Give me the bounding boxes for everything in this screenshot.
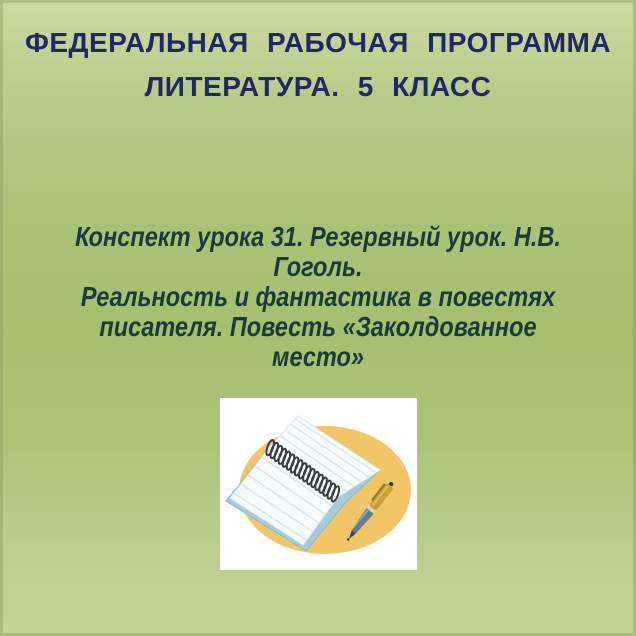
lesson-heading-line-2: Реальность и фантастика в повестях [80,281,556,312]
slide-title [0,21,636,109]
title-line-2: ЛИТЕРАТУРА. 5 КЛАСС [144,71,492,102]
lesson-heading [51,222,585,372]
lesson-heading-line-1: Конспект урока 31. Резервный урок. Н.В. Гоголь. [75,221,561,282]
lesson-heading-line-3: писателя. Повесть «Заколдованное место» [99,311,537,372]
title-line-1: ФЕДЕРАЛЬНАЯ РАБОЧАЯ ПРОГРАММА [24,27,612,58]
notebook-pen-image [220,398,417,570]
